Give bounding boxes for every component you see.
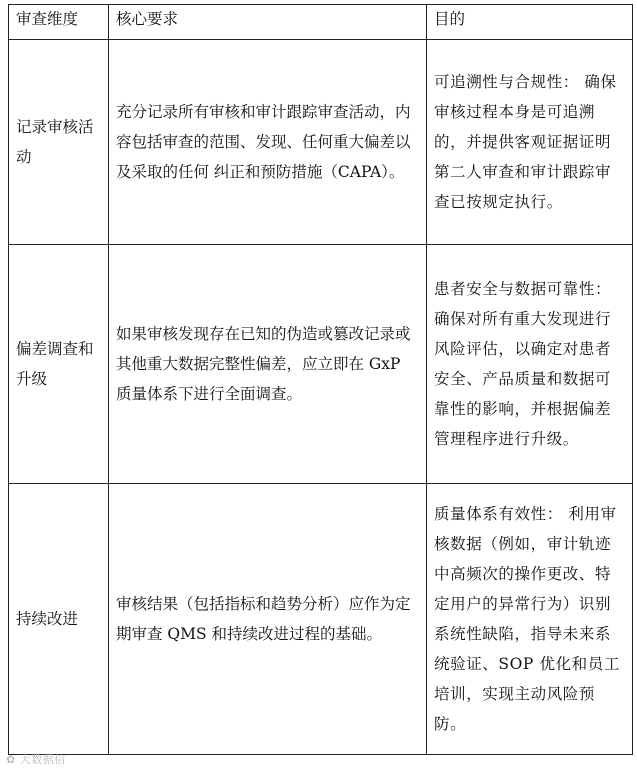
dimension-cell: 偏差调查和升级 — [9, 245, 109, 484]
watermark-logo-icon: ✿ — [6, 753, 16, 766]
header-purpose: 目的 — [427, 5, 633, 40]
table-row — [9, 245, 633, 484]
purpose-cell: 可追溯性与合规性： 确保审核过程本身是可追溯的，并提供客观证据证明第二人审查和审计跟踪审查已按规定执行。 — [427, 40, 633, 245]
review-requirements-table — [8, 4, 633, 755]
watermark-text: 大数据信 — [19, 753, 66, 766]
table-row — [9, 484, 633, 755]
dimension-cell: 记录审核活动 — [9, 40, 109, 245]
dimension-cell: 持续改进 — [9, 484, 109, 755]
watermark — [6, 751, 66, 767]
table-row — [9, 40, 633, 245]
header-row — [9, 5, 633, 40]
requirement-cell: 如果审核发现存在已知的伪造或篡改记录或其他重大数据完整性偏差，应立即在 GxP 质量体系下进行全面调查。 — [109, 245, 427, 484]
header-dimension: 审查维度 — [9, 5, 109, 40]
requirement-cell: 审核结果（包括指标和趋势分析）应作为定期审查 QMS 和持续改进过程的基础。 — [109, 484, 427, 755]
purpose-cell: 质量体系有效性： 利用审核数据（例如，审计轨迹中高频次的操作更改、特定用户的异常行为）识别系统性缺陷，指导未来系统验证、SOP 优化和员工培训，实现主动风险预防。 — [427, 484, 633, 755]
header-requirement: 核心要求 — [109, 5, 427, 40]
requirement-cell: 充分记录所有审核和审计跟踪审查活动，内容包括审查的范围、发现、任何重大偏差以及采取的任何 纠正和预防措施（CAPA）。 — [109, 40, 427, 245]
purpose-cell: 患者安全与数据可靠性：确保对所有重大发现进行风险评估，以确定对患者安全、产品质量和数据可靠性的影响，并根据偏差管理程序进行升级。 — [427, 245, 633, 484]
